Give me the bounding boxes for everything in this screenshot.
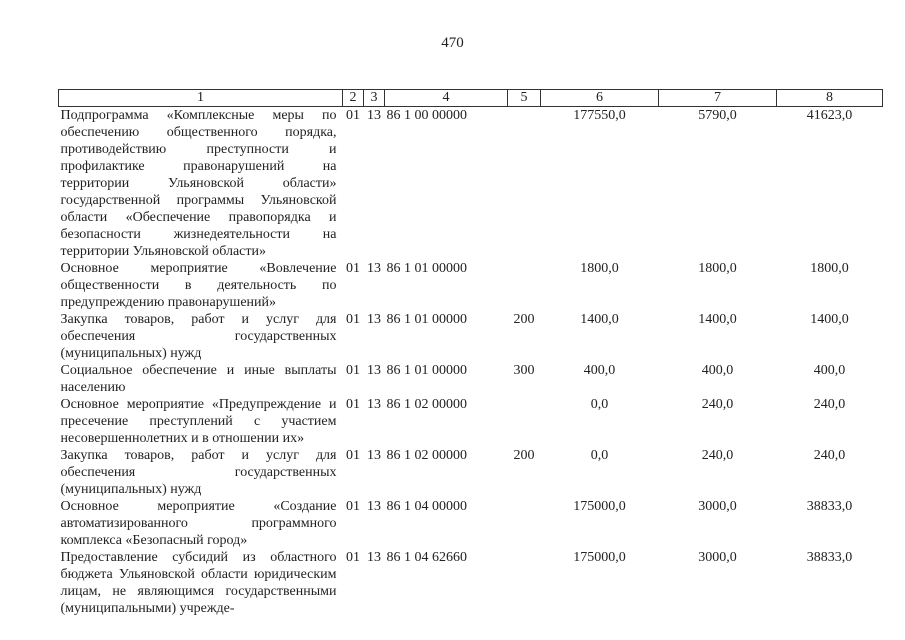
row-expense-type <box>508 549 541 617</box>
header-row <box>59 90 883 107</box>
row-expense-type <box>508 260 541 311</box>
row-amount-col8: 240,0 <box>813 397 846 412</box>
row-subsection: 13 <box>367 363 381 378</box>
table-row <box>59 311 883 362</box>
row-amount-col6: 400,0 <box>583 363 616 378</box>
table-row <box>59 362 883 396</box>
row-amount-col7: 5790,0 <box>698 108 737 123</box>
row-amount-col8: 240,0 <box>813 448 846 463</box>
row-amount-col8: 38833,0 <box>806 550 853 565</box>
table-row <box>59 447 883 498</box>
row-target-code: 86 1 04 62660 <box>386 550 467 565</box>
row-subsection: 13 <box>367 448 381 463</box>
row-description: Закупка товаров, работ и услуг для обеспечения государственных (муниципальных) нужд <box>60 448 337 497</box>
row-description: Основное мероприятие «Вовлечение общественности в деятельность по предупреждению правонарушений» <box>60 261 337 310</box>
row-description: Социальное обеспечение и иные выплаты населению <box>60 363 337 395</box>
header-col-4: 4 <box>385 90 508 107</box>
row-section: 01 <box>346 499 360 514</box>
row-target-code: 86 1 02 00000 <box>386 448 467 463</box>
row-amount-col7: 3000,0 <box>698 499 737 514</box>
row-amount-col7: 3000,0 <box>698 550 737 565</box>
row-description: Подпрограмма «Комплексные меры по обеспечению общественного порядка, противодействию преступности и профилактике правонарушений на территории Ульяновской области» государственной программы Ульяновской области «Обеспечение правопорядка и безопасности жизнедеятельности на территории Ульяновской области» <box>60 108 337 259</box>
row-amount-col8: 400,0 <box>813 363 846 378</box>
table-row <box>59 396 883 447</box>
row-amount-col7: 240,0 <box>701 397 734 412</box>
header-col-5: 5 <box>508 90 541 107</box>
page-number: 470 <box>441 35 464 51</box>
row-amount-col7: 1800,0 <box>698 261 737 276</box>
row-description: Закупка товаров, работ и услуг для обеспечения государственных (муниципальных) нужд <box>60 312 337 361</box>
row-amount-col6: 177550,0 <box>573 108 626 123</box>
row-amount-col8: 38833,0 <box>806 499 853 514</box>
row-amount-col6: 1800,0 <box>580 261 619 276</box>
row-expense-type: 300 <box>513 363 535 378</box>
table-row <box>59 107 883 261</box>
table-row <box>59 549 883 617</box>
budget-table <box>58 89 883 617</box>
row-target-code: 86 1 01 00000 <box>386 363 467 378</box>
row-subsection: 13 <box>367 550 381 565</box>
row-section: 01 <box>346 108 360 123</box>
row-description: Предоставление субсидий из областного бюджета Ульяновской области юридическим лицам, не являющимся государственными (муниципальными) учрежде- <box>60 550 337 616</box>
row-subsection: 13 <box>367 261 381 276</box>
row-amount-col6: 175000,0 <box>573 550 626 565</box>
row-expense-type: 200 <box>513 448 535 463</box>
row-amount-col7: 400,0 <box>701 363 734 378</box>
row-amount-col7: 240,0 <box>701 448 734 463</box>
row-target-code: 86 1 02 00000 <box>386 397 467 412</box>
row-target-code: 86 1 01 00000 <box>386 312 467 327</box>
row-description: Основное мероприятие «Создание автоматизированного программного комплекса «Безопасный город» <box>60 499 337 548</box>
header-col-1: 1 <box>59 90 343 107</box>
row-subsection: 13 <box>367 499 381 514</box>
row-section: 01 <box>346 363 360 378</box>
row-amount-col7: 1400,0 <box>698 312 737 327</box>
row-subsection: 13 <box>367 397 381 412</box>
row-section: 01 <box>346 397 360 412</box>
row-section: 01 <box>346 261 360 276</box>
row-target-code: 86 1 01 00000 <box>386 261 467 276</box>
table-row <box>59 260 883 311</box>
row-subsection: 13 <box>367 312 381 327</box>
row-expense-type: 200 <box>513 312 535 327</box>
header-col-7: 7 <box>659 90 777 107</box>
row-amount-col8: 1800,0 <box>810 261 849 276</box>
row-target-code: 86 1 00 00000 <box>386 108 467 123</box>
row-section: 01 <box>346 550 360 565</box>
row-amount-col8: 41623,0 <box>806 108 853 123</box>
row-expense-type <box>508 498 541 549</box>
header-col-2: 2 <box>343 90 364 107</box>
row-amount-col6: 0,0 <box>590 397 609 412</box>
table-row <box>59 498 883 549</box>
row-expense-type <box>508 396 541 447</box>
row-target-code: 86 1 04 00000 <box>386 499 467 514</box>
row-description: Основное мероприятие «Предупреждение и пресечение преступлений с участием несовершеннолетних и в отношении их» <box>60 397 337 446</box>
row-amount-col6: 1400,0 <box>580 312 619 327</box>
row-subsection: 13 <box>367 108 381 123</box>
row-section: 01 <box>346 312 360 327</box>
header-col-8: 8 <box>777 90 883 107</box>
row-section: 01 <box>346 448 360 463</box>
header-col-3: 3 <box>364 90 385 107</box>
row-amount-col8: 1400,0 <box>810 312 849 327</box>
row-amount-col6: 175000,0 <box>573 499 626 514</box>
row-amount-col6: 0,0 <box>590 448 609 463</box>
row-expense-type <box>508 107 541 261</box>
header-col-6: 6 <box>541 90 659 107</box>
